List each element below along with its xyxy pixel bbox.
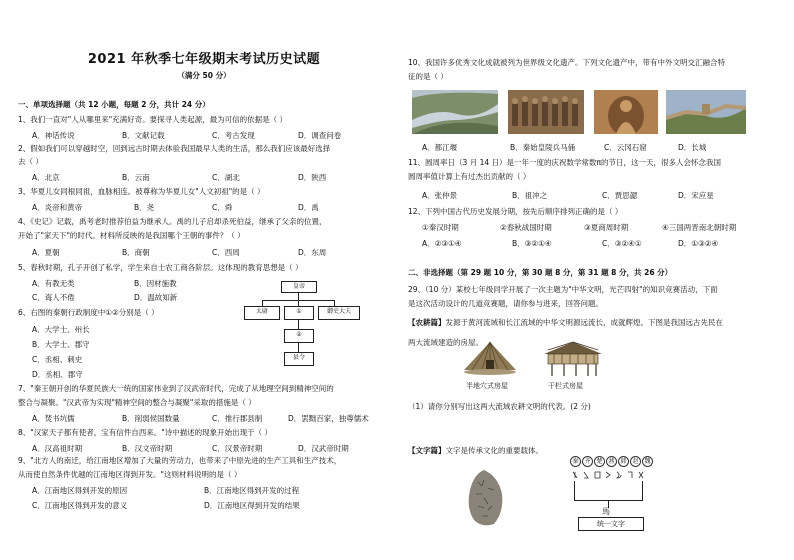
yungang-grottoes-image — [594, 90, 658, 134]
question-4-cont: 开始了"家天下"的时代。材料所反映的是我国哪个王朝的事件？（ ） — [18, 231, 245, 240]
question-12: 12、下列中国古代历史发展分期，按先后顺序排列正确的是（ ） — [408, 207, 623, 216]
writing-text: 文字是传承文化的重要载体。 — [445, 446, 543, 455]
q2-option-d: D．陕西 — [298, 173, 327, 182]
q6-option-b: B．大学士、郡守 — [32, 340, 90, 349]
question-29-cont: 是这次活动设计的几道竞赛题，请你参与进来，回答问题。 — [408, 299, 603, 308]
question-4: 4、《史记》记载，禹考老时推荐伯益为继承人。禹的儿子启却杀死伯益，继承了父亲的位置， — [18, 217, 327, 226]
q11-option-b: B．祖冲之 — [512, 191, 548, 200]
q9-option-a: A．江南地区得到开发的原因 — [32, 486, 128, 495]
q2-option-c: C．湖北 — [212, 173, 240, 182]
q4-option-b: B．商朝 — [122, 248, 150, 257]
exam-subtitle: （满分 50 分） — [177, 71, 231, 80]
states-row — [570, 456, 654, 467]
q1-option-c: C．考古发现 — [212, 131, 255, 140]
question-3: 3、华夏儿女同根同祖，血脉相连。被尊称为华夏儿女"人文初祖"的是（ ） — [18, 187, 265, 196]
question-11: 11、圆周率日（3 月 14 日）是一年一度的庆祝数学常数π的节日，这一天，很多人会怀念我国 — [408, 158, 722, 167]
q5-option-a: A．有教无类 — [32, 279, 75, 288]
q8-option-b: B．汉文帝时期 — [122, 444, 173, 453]
q12-item-3: ③夏商周时期 — [584, 223, 629, 232]
q11-option-a: A．张仲景 — [422, 191, 458, 200]
q2-option-a: A．北京 — [32, 173, 60, 182]
q6-option-a: A．大学士、州长 — [32, 325, 90, 334]
state-wei: 魏 — [642, 456, 653, 467]
oracle-bone-image — [464, 468, 506, 528]
q8-option-d: D．汉武帝时期 — [298, 444, 349, 453]
question-1: 1、我们一直对"人从哪里来"充满好奇。要探寻人类起源，最为可信的依据是（ ） — [18, 115, 288, 124]
q5-option-d: D．温故知新 — [134, 293, 178, 302]
state-qi: 齐 — [582, 456, 593, 467]
q8-option-a: A．汉高祖时期 — [32, 444, 83, 453]
q12-option-d: D．①③②④ — [678, 239, 719, 248]
q6-option-c: C．丞相、刺史 — [32, 355, 83, 364]
q3-option-c: C．舜 — [212, 203, 233, 212]
q3-option-a: A．炎帝和黄帝 — [32, 203, 83, 212]
q12-option-b: B．③②①④ — [512, 239, 552, 248]
question-5: 5、春秋时期，孔子开创了私学，学生来自士农工商各阶层。这体现的教育思想是（ ） — [18, 263, 303, 272]
question-11-cont: 圆周率值计算上有过杰出贡献的（ ） — [408, 172, 531, 181]
farming-text: 发源于黄河流域和长江流域的中华文明源远流长，成就辉煌。下图是我国远古先民在 — [445, 318, 723, 327]
state-han: 韩 — [618, 456, 629, 467]
q7-option-d: D．罢黜百家，独尊儒术 — [288, 414, 369, 423]
q12-option-a: A．②③①④ — [422, 239, 462, 248]
q10-caption-d: D．长城 — [678, 143, 707, 152]
q7-option-c: C．推行郡县制 — [212, 414, 263, 423]
q1-option-d: D．调查问卷 — [298, 131, 342, 140]
question-9-cont: 从而使自然条件优越的江南地区得到开发。"这则材料说明的是（ ） — [18, 470, 242, 479]
great-wall-image — [666, 90, 746, 134]
q2-option-b: B．云南 — [122, 173, 150, 182]
question-10-cont: 征的是（ ） — [408, 72, 448, 81]
diagram-emperor: 皇帝 — [281, 281, 317, 293]
q11-option-d: D．宋应星 — [678, 191, 714, 200]
semi-subterranean-house-image — [462, 340, 518, 376]
house-caption-2: 干栏式房屋 — [548, 382, 583, 390]
section2-heading: 二、非选择题（第 29 题 10 分，第 30 题 8 分，第 31 题 8 分，共 26 分） — [408, 268, 673, 277]
q1-option-b: B．文献记载 — [122, 131, 165, 140]
unified-character: 馬 — [602, 507, 610, 516]
q5-option-c: C．诲人不倦 — [32, 293, 75, 302]
question-29-1: （1）请你分别写出这两大流域农耕文明的代表。(2 分) — [408, 402, 591, 411]
state-yan: 燕 — [606, 456, 617, 467]
q9-option-d: D．江南地区得到开发的结果 — [204, 501, 300, 510]
dujiangyan-image — [412, 90, 498, 134]
unified-writing-label: 统一文字 — [578, 517, 644, 531]
diagram-taiwei: 太尉 — [244, 306, 280, 320]
q10-caption-c: C．云冈石窟 — [604, 143, 647, 152]
terracotta-army-image — [508, 90, 584, 134]
question-29: 29、（10 分）某校七年级同学开展了一次主题为"中华文明，光芒四射"的知识竞赛活动，下面 — [408, 285, 718, 294]
writing-title: 【文字篇】 — [408, 446, 446, 455]
stilt-house-image — [538, 340, 608, 378]
question-7-cont: 整合与凝聚。"汉武帝为实现"精神空间的整合与凝聚"采取的措施是（ ） — [18, 398, 256, 407]
q11-option-c: C．贾思勰 — [602, 191, 638, 200]
q10-caption-a: A．都江堰 — [422, 143, 458, 152]
section1-heading: 一、单项选择题（共 12 小题，每题 2 分，共计 24 分） — [18, 100, 210, 109]
question-10: 10、我国许多优秀文化成就被列为世界级文化遗产。下列文化遗产中，带有中外文明交汇融合特 — [408, 58, 726, 67]
farming-text-cont: 两大流域建造的房屋。 — [408, 338, 483, 347]
q4-option-c: C．西周 — [212, 248, 240, 257]
q7-option-b: B．削弱侯国数量 — [122, 414, 180, 423]
writing-paragraph — [408, 446, 543, 456]
question-9: 9、"北方人的南迁，给江南地区增加了大量的劳动力，也带来了中原先进的生产工具和生产技术， — [18, 456, 342, 465]
diagram-county-magistrate: 县令 — [284, 352, 314, 366]
q9-option-b: B．江南地区得到开发的过程 — [204, 486, 300, 495]
variant-chars — [570, 470, 648, 480]
q3-option-b: B．尧 — [134, 203, 155, 212]
question-2-cont: 去（ ） — [18, 157, 43, 166]
q4-option-d: D．东周 — [298, 248, 327, 257]
q5-option-b: B．因材施教 — [134, 279, 177, 288]
state-qin: 秦 — [570, 456, 581, 467]
question-7: 7、"秦王朝开创的华夏民族大一统的国家伟业到了汉武帝时代，完成了从地理空间到精神空间的 — [18, 384, 334, 393]
q8-option-c: C．汉景帝时期 — [212, 444, 263, 453]
q7-option-a: A．焚书坑儒 — [32, 414, 75, 423]
q6-option-d: D．丞相、郡守 — [32, 370, 83, 379]
q12-item-4: ④三国两晋南北朝时期 — [662, 223, 737, 232]
diagram-yushidafu: 御史大夫 — [318, 306, 360, 320]
farming-paragraph — [408, 318, 723, 328]
q9-option-c: C．江南地区得到开发的意义 — [32, 501, 128, 510]
farming-title: 【农耕篇】 — [408, 318, 446, 327]
q1-option-a: A．神话传说 — [32, 131, 75, 140]
q12-item-2: ②春秋战国时期 — [500, 223, 552, 232]
question-6: 6、右图的秦朝行政制度中①②分别是（ ） — [18, 308, 159, 317]
exam-title: 2021 年秋季七年级期末考试历史试题 — [87, 52, 321, 67]
question-2: 2、假如我们可以穿越时空，回到远古时期去体验我国最早人类的生活，那么我们应该最好选择 — [18, 144, 331, 153]
state-chu: 楚 — [594, 456, 605, 467]
question-8: 8、"汉家天子都有使者，宝有信件自西来。"诗中描述的现象开始出现于（ ） — [18, 428, 273, 437]
q12-item-1: ①秦汉时期 — [422, 223, 459, 232]
q12-option-c: C．③②④① — [602, 239, 642, 248]
q3-option-d: D．禹 — [298, 203, 319, 212]
q10-caption-b: B．秦始皇陵兵马俑 — [510, 143, 576, 152]
house-caption-1: 半地穴式房屋 — [466, 382, 508, 390]
q4-option-a: A．夏朝 — [32, 248, 60, 257]
diagram-blank-1: ① — [284, 306, 314, 320]
state-zhao: 赵 — [630, 456, 641, 467]
diagram-blank-2: ② — [284, 329, 314, 343]
